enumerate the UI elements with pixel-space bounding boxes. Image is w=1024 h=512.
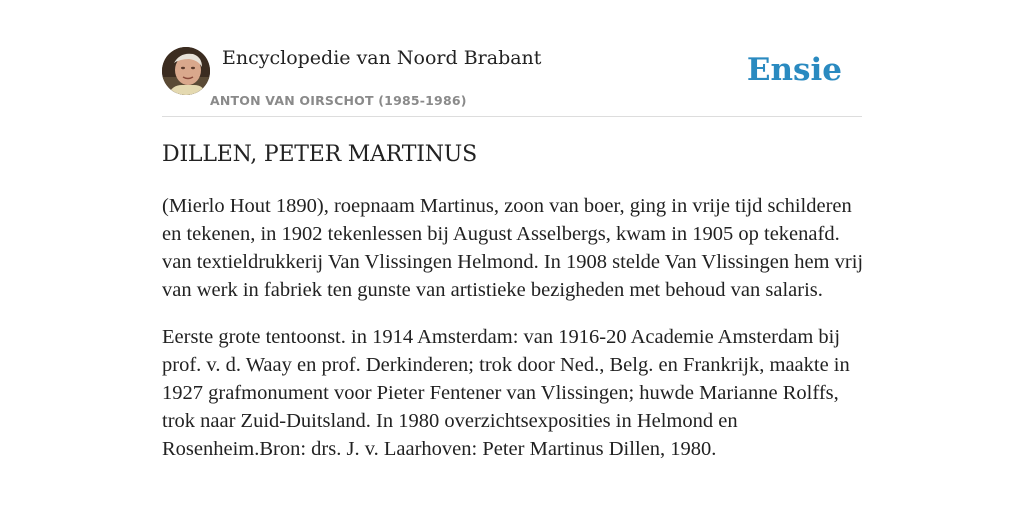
author-name[interactable]: ANTON VAN OIRSCHOT (1985-1986) xyxy=(210,93,467,108)
source-title[interactable]: Encyclopedie van Noord Brabant xyxy=(222,47,542,69)
entry-paragraph-1: (Mierlo Hout 1890), roepnaam Martinus, zoon van boer, ging in vrije tijd schilderen en tekenen, in 1902 tekenlessen bij August Asselbergs, kwam in 1905 op tekenafd. van textieldrukkerij Van Vlissingen Helmond. In 1908 stelde Van Vlissingen hem vrij van werk in fabriek ten gunste van artistieke bezigheden met behoud van salaris. xyxy=(162,195,864,301)
author-avatar[interactable] xyxy=(162,47,210,95)
entry-paragraph-2: Eerste grote tentoonst. in 1914 Amsterdam: van 1916-20 Academie Amsterdam bij prof. v. d. Waay en prof. Derkinderen; trok door Ned., Belg. en Frankrijk, maakte in 1927 grafmonument voor Pieter Fentener van Vlissingen; huwde Marianne Rolffs, trok naar Zuid-Duitsland. In 1980 overzichtsexposities in Helmond en Rosenheim.Bron: drs. J. v. Laarhoven: Peter Martinus Dillen, 1980. xyxy=(162,326,850,460)
source-header xyxy=(162,0,862,117)
entry-title: DILLEN, PETER MARTINUS xyxy=(162,142,478,167)
brand-logo-link[interactable]: Ensie xyxy=(746,52,842,88)
entry-article xyxy=(162,134,864,463)
author-portrait-icon xyxy=(162,47,210,95)
